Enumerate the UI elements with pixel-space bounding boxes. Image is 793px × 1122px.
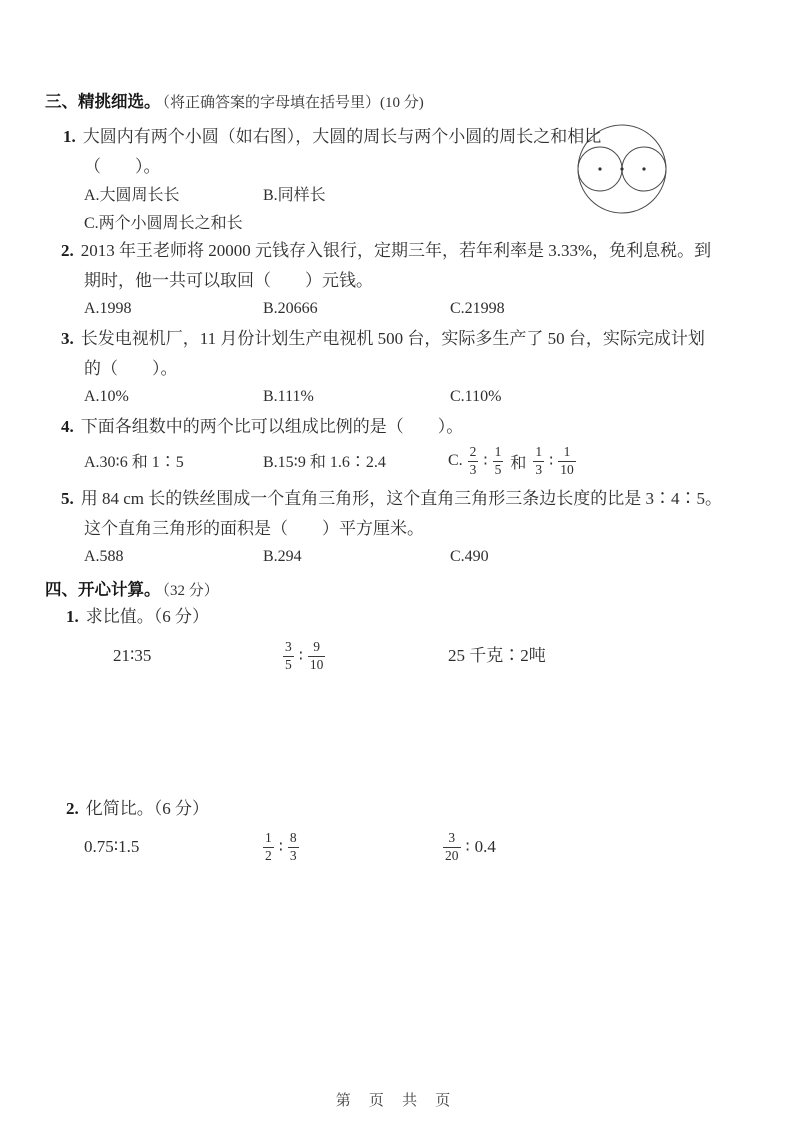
ratio-colon: ∶ <box>483 453 488 470</box>
q2-line1 <box>61 240 711 262</box>
q4-option-b: B.15∶9 和 1.6∶2.4 <box>263 454 386 471</box>
ratio-colon: ∶ <box>549 453 554 470</box>
fraction-2-3-numerator: 2 <box>469 444 477 460</box>
fraction-8-3 <box>288 830 299 863</box>
fraction-1-3-numerator: 1 <box>535 444 543 460</box>
fraction-9-10-denominator: 10 <box>309 656 324 672</box>
fraction-8-3-numerator: 8 <box>289 830 297 846</box>
q3-number: 3. <box>61 329 74 348</box>
q1-text-line1: 大圆内有两个小圆（如右图），大圆的周长与两个小圆的周长之和相比 <box>82 127 602 146</box>
q1-option-a: A.大圆周长长 <box>84 187 180 204</box>
q2-number: 2. <box>61 241 74 260</box>
q4-number: 4. <box>61 417 74 436</box>
fraction-1-5 <box>493 444 504 477</box>
ratio-colon: ∶ <box>298 648 303 665</box>
q1-line1 <box>63 126 601 148</box>
calc2-item1: 0.75∶1.5 <box>84 837 140 856</box>
fraction-9-10 <box>308 639 326 672</box>
fraction-2-3-denominator: 3 <box>469 461 477 477</box>
q2-option-b: B.20666 <box>263 300 318 317</box>
section4-header <box>45 576 219 600</box>
fraction-9-10-numerator: 9 <box>313 639 321 655</box>
fraction-1-10 <box>558 444 576 477</box>
calc2-label-text: 化简比。（6 分） <box>85 799 209 818</box>
calc1-item3: 25 千克∶2吨 <box>448 646 546 665</box>
q1-option-b: B.同样长 <box>263 187 326 204</box>
section4-points: （32 分） <box>162 583 219 599</box>
and-word: 和 <box>510 454 527 472</box>
ratio-colon: ∶ <box>278 839 283 856</box>
calc1-item2 <box>283 637 325 675</box>
q1-option-c: C.两个小圆周长之和长 <box>84 215 243 232</box>
fraction-1-3-denominator: 3 <box>535 461 543 477</box>
q3-line1 <box>61 328 705 350</box>
ratio-colon: ∶ <box>465 839 470 856</box>
calc2-label <box>66 798 209 820</box>
center-dot-left <box>598 167 601 170</box>
fraction-3-20-denominator: 20 <box>445 847 459 863</box>
q3-option-c: C.110% <box>450 388 502 405</box>
fraction-1-2-numerator: 1 <box>265 830 272 846</box>
q3-option-a: A.10% <box>84 388 129 405</box>
q2-text-line1: 2013 年王老师将 20000 元钱存入银行，定期三年，若年利率是 3.33%，免利息税。到 <box>80 241 712 260</box>
q1-number: 1. <box>63 127 76 146</box>
fraction-3-5-numerator: 3 <box>285 639 292 655</box>
calc2-item2 <box>263 828 299 866</box>
calc2-number: 2. <box>66 799 79 818</box>
q4-option-c <box>448 440 576 482</box>
calc2-item3-tail: 0.4 <box>474 837 496 856</box>
page-footer: 第 页 共 页 <box>335 1092 458 1109</box>
q1-line2: （ ）。 <box>84 157 161 176</box>
fraction-1-2 <box>263 830 274 863</box>
calc1-item1: 21∶35 <box>113 646 152 665</box>
section3-subtitle: （将正确答案的字母填在括号里）(10 分) <box>162 95 424 111</box>
q4-text-line1: 下面各组数中的两个比可以组成比例的是（ ）。 <box>80 417 464 436</box>
center-dot-right <box>642 167 645 170</box>
fraction-3-5-denominator: 5 <box>285 656 292 672</box>
calc1-label-text: 求比值。（6 分） <box>85 607 209 626</box>
fraction-3-5 <box>283 639 294 672</box>
center-dot-middle <box>620 167 623 170</box>
q3-line2: 的（ ）。 <box>84 359 178 378</box>
fraction-8-3-denominator: 3 <box>289 847 297 863</box>
q5-line1 <box>61 488 722 510</box>
q2-option-a: A.1998 <box>84 300 132 317</box>
q5-text-line1: 用 84 cm 长的铁丝围成一个直角三角形，这个直角三角形三条边长度的比是 3∶4∶5。 <box>80 489 723 508</box>
q4-line1 <box>61 416 463 438</box>
q5-option-c: C.490 <box>450 548 489 565</box>
fraction-1-2-denominator: 2 <box>265 847 272 863</box>
calc1-label <box>66 606 209 628</box>
q3-option-b: B.111% <box>263 388 314 405</box>
fraction-1-10-denominator: 10 <box>560 461 574 477</box>
q5-line2: 这个直角三角形的面积是（ ）平方厘米。 <box>84 519 424 538</box>
q4-option-c-label: C. <box>448 452 463 469</box>
section4-title: 四、开心计算。 <box>45 580 161 599</box>
q5-option-b: B.294 <box>263 548 302 565</box>
q3-text-line1: 长发电视机厂，11 月份计划生产电视机 500 台，实际多生产了 50 台，实际完成计划 <box>80 329 705 348</box>
fraction-1-5-numerator: 1 <box>494 444 502 460</box>
fraction-2-3 <box>468 444 479 477</box>
q2-option-c: C.21998 <box>450 300 505 317</box>
fraction-1-3 <box>533 444 544 477</box>
section3-title: 三、精挑细选。 <box>45 92 161 111</box>
fraction-1-10-numerator: 1 <box>563 444 571 460</box>
fraction-1-5-denominator: 5 <box>494 461 502 477</box>
q4-option-a: A.30∶6 和 1∶5 <box>84 454 184 471</box>
calc2-item3 <box>443 828 496 866</box>
fraction-3-20 <box>443 830 461 863</box>
section3-header <box>45 88 424 112</box>
calc1-number: 1. <box>66 607 79 626</box>
q5-number: 5. <box>61 489 74 508</box>
q5-option-a: A.588 <box>84 548 124 565</box>
fraction-3-20-numerator: 3 <box>448 830 456 846</box>
q2-line2: 期时，他一共可以取回（ ）元钱。 <box>84 271 373 290</box>
